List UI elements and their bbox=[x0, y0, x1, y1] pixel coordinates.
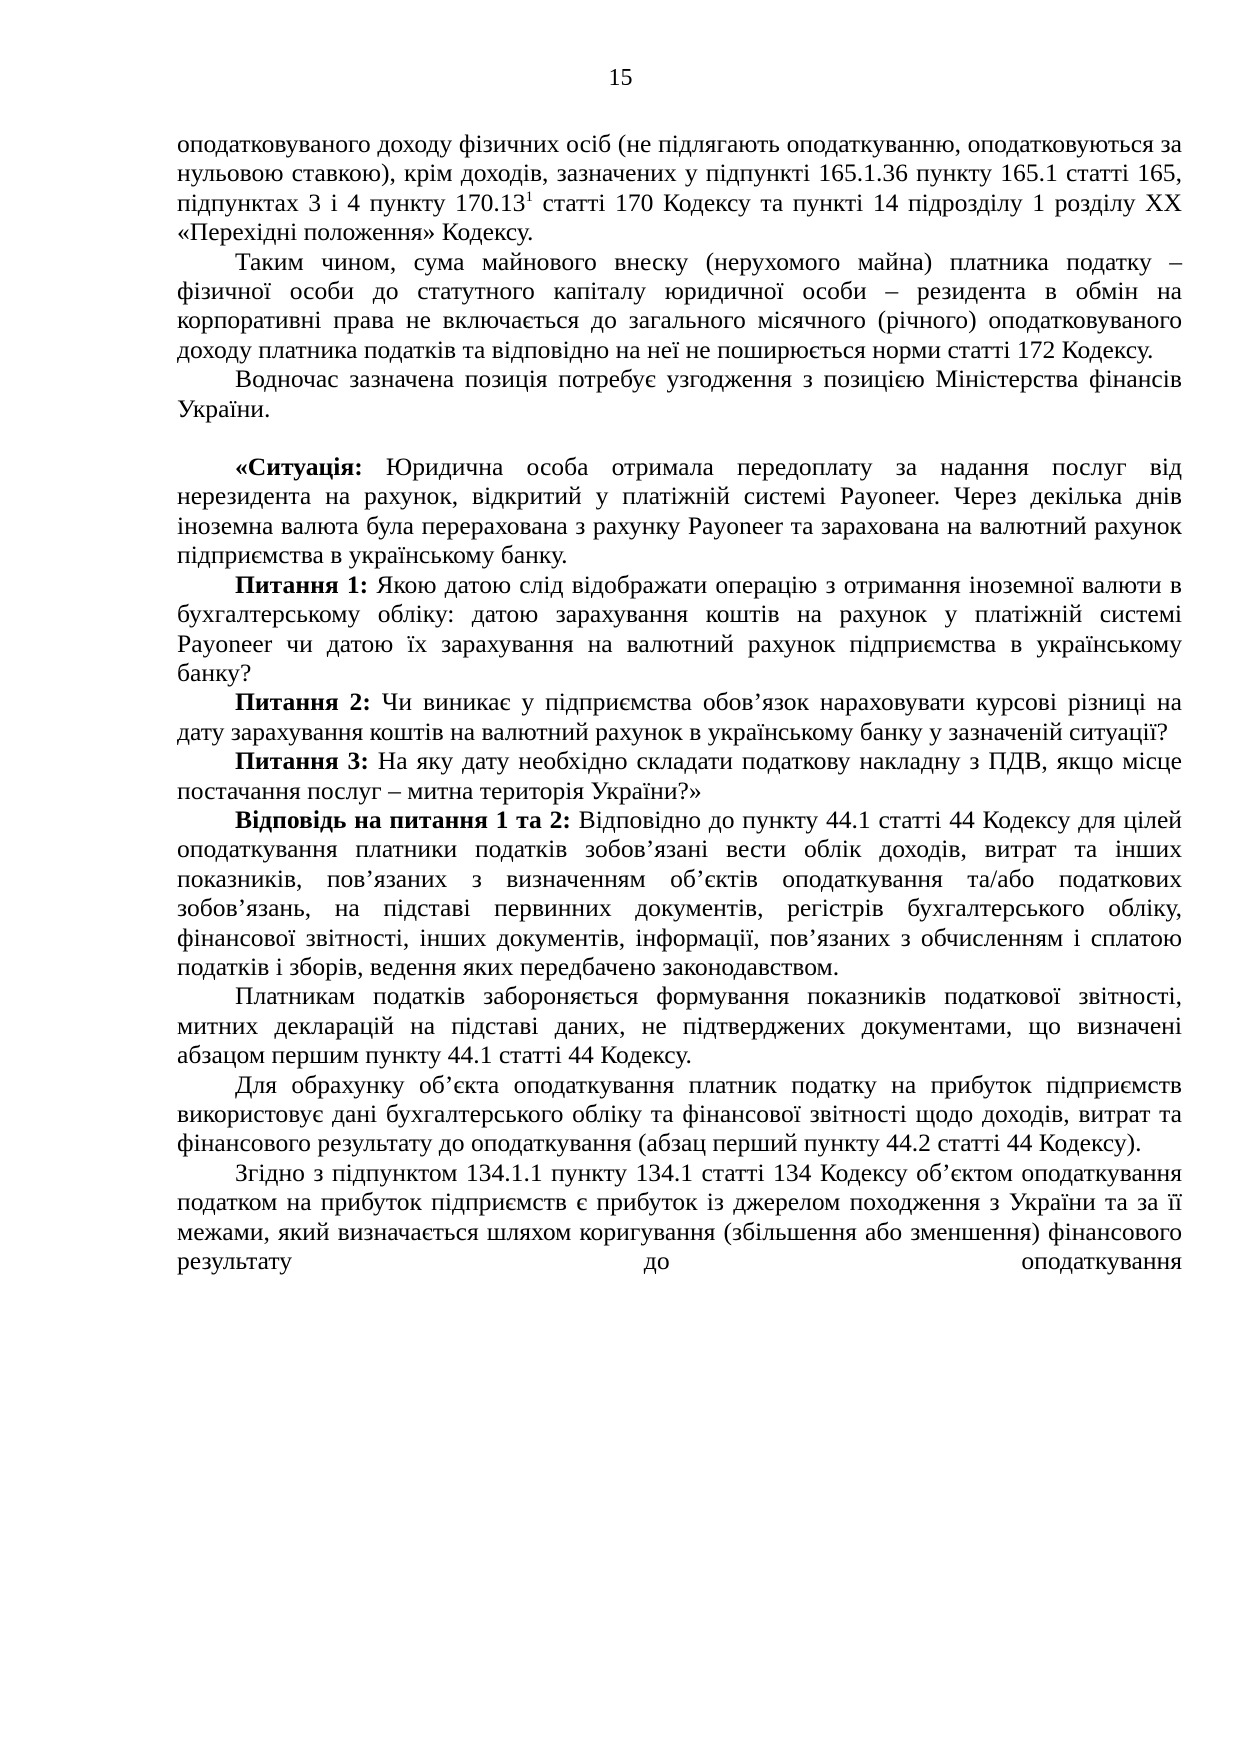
paragraph-text: Юридична особа отримала передоплату за надання послуг від нерезидента на рахунок, відкритий у платіжній системі Payoneer. Через декілька днів іноземна валюта була перерахована з рахунку Payoneer та зарахована на валютний рахунок підприємства в українському банку. bbox=[177, 452, 1182, 570]
paragraph-ministry-note bbox=[177, 364, 1182, 423]
paragraph-text: На яку дату необхідно складати податкову накладну з ПДВ, якщо місце постачання послуг – митна територія України?» bbox=[177, 746, 1182, 805]
question-3-label: Питання 3: bbox=[235, 746, 369, 776]
superscript-footnote: 1 bbox=[525, 188, 533, 205]
paragraph-question-3 bbox=[177, 746, 1182, 805]
question-1-label: Питання 1: bbox=[235, 569, 369, 599]
answer-label: Відповідь на питання 1 та 2: bbox=[235, 804, 571, 834]
paragraph-text: Таким чином, сума майнового внеску (нерухомого майна) платника податку – фізичної особи до статутного капіталу юридичної особи – резидента в обмін на корпоративні права не включається до загального місячного (річного) оподатковуваного доходу платника податків та відповідно на неї не поширюється норми статті 172 Кодексу. bbox=[177, 246, 1182, 364]
paragraph-tax-object-calculation bbox=[177, 1070, 1182, 1158]
paragraph-text: Платникам податків забороняється формування показників податкової звітності, митних декларацій на підставі даних, не підтверджених документами, що визначені абзацом першим пункту 44.1 статті 44 Кодексу. bbox=[177, 981, 1182, 1070]
paragraph-situation bbox=[177, 452, 1182, 570]
paragraph-question-1 bbox=[177, 570, 1182, 688]
paragraph-text: Водночас зазначена позиція потребує узгодження з позицією Міністерства фінансів України. bbox=[177, 364, 1182, 423]
paragraph-income-exemptions bbox=[177, 129, 1182, 247]
question-2-label: Питання 2: bbox=[235, 687, 371, 717]
paragraph-text: Якою датою слід відображати операцію з отримання іноземної валюти в бухгалтерському обліку: датою зарахування коштів на рахунок у платіжній системі Payoneer чи датою їх зарахування на валютний рахунок підприємства в українському банку? bbox=[177, 569, 1182, 687]
paragraph-text: Для обрахунку об’єкта оподаткування платник податку на прибуток підприємств використовує дані бухгалтерського обліку та фінансової звітності щодо доходів, витрат та фінансового результату до оподаткування (абзац перший пункту 44.2 статті 44 Кодексу). bbox=[177, 1069, 1182, 1158]
paragraph-text: статті 170 Кодексу та пункті 14 підрозділу 1 розділу XX «Перехідні положення» Кодексу. bbox=[177, 187, 1183, 247]
paragraph-text: Чи виникає у підприємства обов’язок нараховувати курсові різниці на дату зарахування коштів на валютний рахунок в українському банку у зазначеній ситуації? bbox=[177, 687, 1182, 746]
paragraph-text: Згідно з підпунктом 134.1.1 пункту 134.1 статті 134 Кодексу об’єктом оподаткування податком на прибуток підприємств є прибуток із джерелом походження з України та за її межами, який визначається шляхом коригування (збільшення або зменшення) фінансового результату до оподаткування bbox=[177, 1157, 1182, 1276]
page-number: 15 bbox=[608, 65, 633, 91]
paragraph-text: оподатковуваного доходу фізичних осіб (не підлягають оподаткуванню, оподатковуються за нульовою ставкою), крім доходів, зазначених у підпункті 165.1.36 пункту 165.1 статті 165, підпунктах 3 і 4 пункту 170.13 bbox=[177, 129, 1182, 217]
paragraph-profit-definition bbox=[177, 1158, 1182, 1276]
paragraph-answer-1-2 bbox=[177, 805, 1182, 981]
paragraph-text: Відповідно до пункту 44.1 статті 44 Кодексу для цілей оподаткування платники податків зобов’язані вести облік доходів, витрат та інших показників, пов’язаних з визначенням об’єктів оподаткування та/або податкових зобов’язань, на підставі первинних документів, регістрів бухгалтерського обліку, фінансової звітності, інших документів, інформації, пов’язаних з обчисленням і сплатою податків і зборів, ведення яких передбачено законодавством. bbox=[177, 804, 1183, 981]
paragraph-conclusion bbox=[177, 247, 1182, 365]
paragraph-reporting-prohibition bbox=[177, 981, 1182, 1069]
document-body bbox=[177, 129, 1182, 1275]
situation-label: «Ситуація: bbox=[235, 452, 363, 482]
paragraph-question-2 bbox=[177, 687, 1182, 746]
